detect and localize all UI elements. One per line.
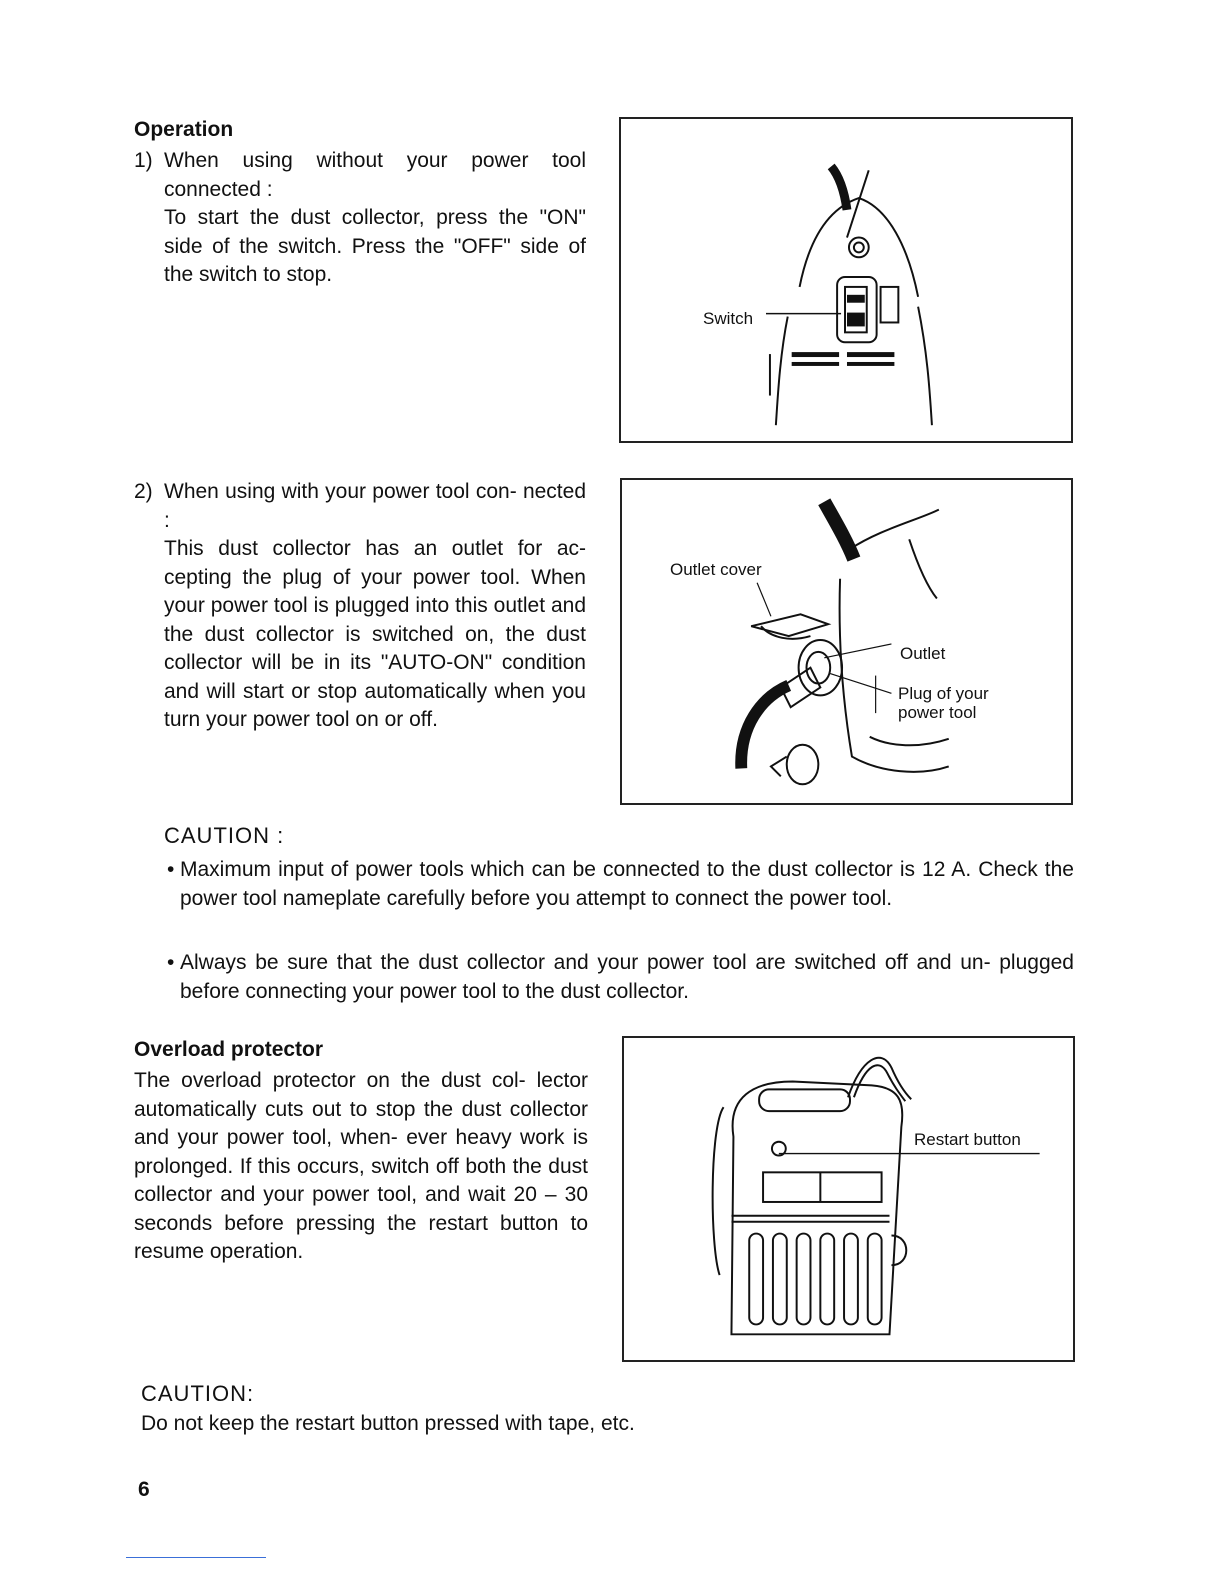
switch-label: Switch [703,309,754,328]
figure-outlet [620,478,1073,805]
caution1-bullet-2 [167,948,1074,1006]
overload-heading: Overload protector [134,1038,324,1061]
overload-text: The overload protector on the dust col- lector automatically cuts out to stop the dust collector and your power tool, when- ever heavy work is prolonged. If this occurs, switch off both the dust collector and your power tool, and wait 20 – 30 seconds before pressing the restart button to resume operation. [134,1069,588,1263]
plug-label [898,684,989,722]
caution2-text: Do not keep the restart button pressed with tape, etc. [141,1412,635,1435]
item2-line2: This dust collector has an outlet for ac- cepting the plug of your power tool. When your power tool is plugged into this outlet and the dust collector is switched on, the dust collector will be in its "AUTO-ON" condition and will start or stop automatically when you turn your power tool on or off. [164,537,586,731]
caution1-title: CAUTION : [164,823,285,848]
outlet-and-plug-illustration [622,480,1071,803]
item2-line1: When using with your power tool con- nected : [164,480,586,532]
bullet-dot-icon: • [167,951,175,974]
item1-line2: To start the dust collector, press the "ON" side of the switch. Press the "OFF" side of the switch to stop. [164,206,586,286]
item1-line1: When using without your power tool connected : [164,149,586,201]
caution2-title: CAUTION: [141,1381,255,1406]
caution1-bullet-2-text: Always be sure that the dust collector and your power tool are switched off and un- plugged before connecting your power tool to the dust collector. [180,951,1074,1003]
outlet-label: Outlet [900,644,946,663]
figure-switch [619,117,1073,443]
caution1-bullet-1-text: Maximum input of power tools which can be connected to the dust collector is 12 A. Check the power tool nameplate carefully before you attempt to connect the power tool. [180,858,1074,910]
restart-button-illustration [624,1038,1073,1360]
item1-number: 1) [134,149,153,172]
figure-restart [622,1036,1075,1362]
dust-collector-switch-illustration [621,119,1071,441]
bullet-dot-icon: • [167,858,175,881]
restart-button-label: Restart button [914,1130,1021,1149]
page-number: 6 [138,1478,150,1501]
item2-number: 2) [134,480,153,503]
item2-text [164,478,586,735]
plug-label-line2: power tool [898,703,977,722]
bottom-rule [126,1557,266,1558]
item1-text [164,147,586,290]
operation-heading: Operation [134,118,234,141]
caution1-bullet-1 [167,855,1074,913]
plug-label-line1: Plug of your [898,684,989,703]
outlet-cover-label: Outlet cover [670,560,762,579]
